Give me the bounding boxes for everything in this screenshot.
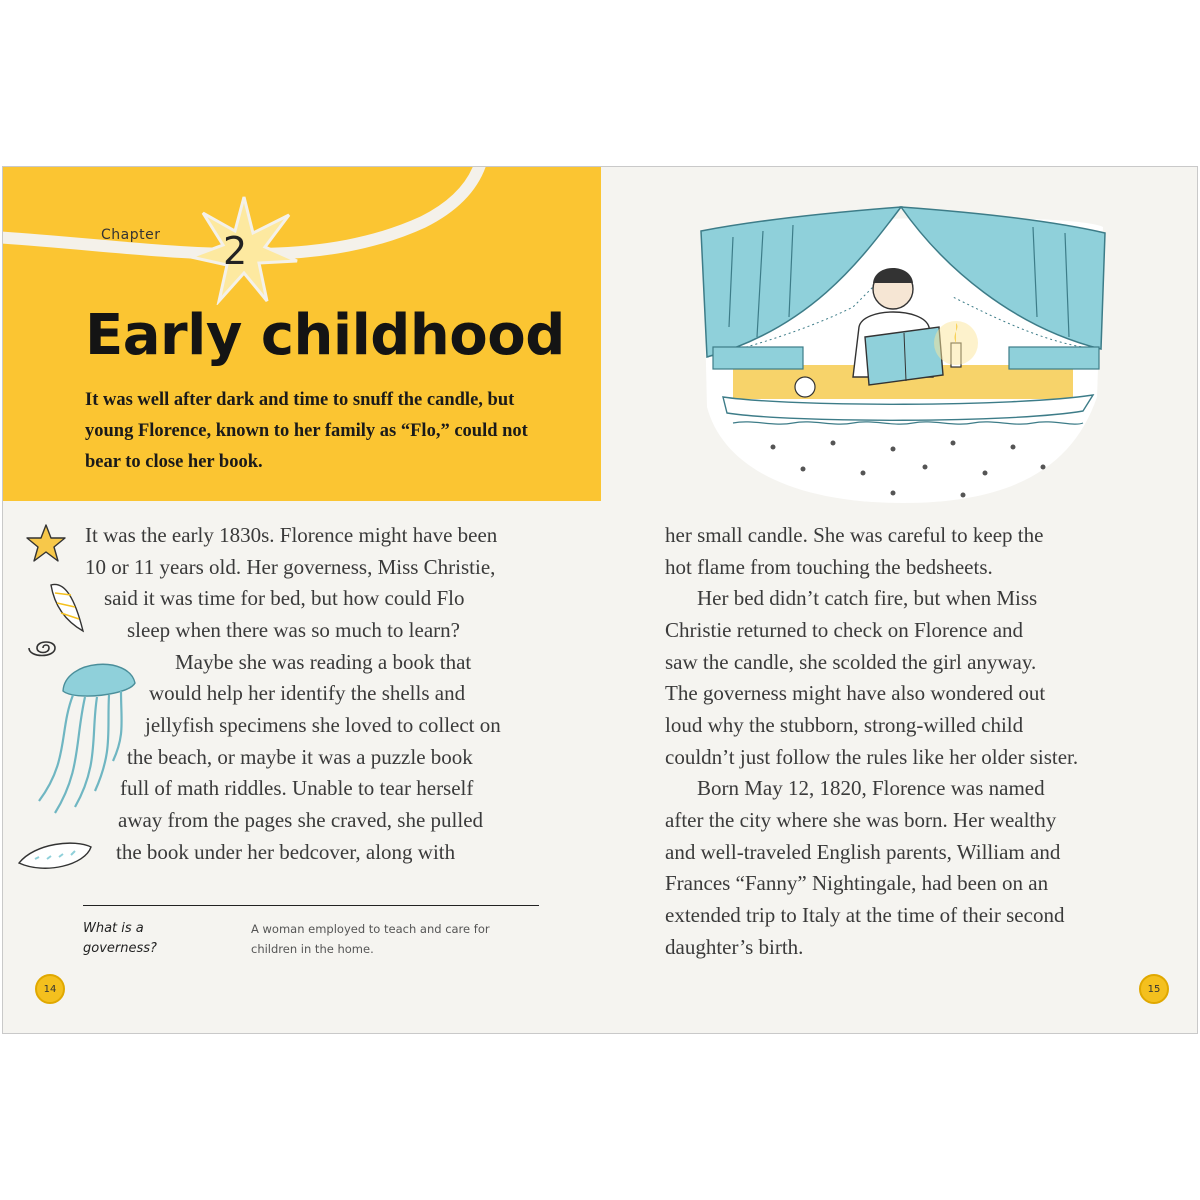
body-line: jellyfish specimens she loved to collect on [145,713,501,737]
page-number-right: 15 [1139,974,1169,1004]
body-line: sleep when there was so much to learn? [127,618,460,642]
chapter-label: Chapter [101,227,161,243]
glossary-divider [83,905,539,906]
starfish-icon [25,523,67,563]
body-line: daughter’s birth. [665,935,804,959]
body-line: away from the pages she craved, she pulled [118,808,484,832]
body-line: after the city where she was born. Her wealthy [665,808,1057,832]
body-line: Her bed didn’t catch fire, but when Miss [697,586,1038,610]
body-line: the book under her bedcover, along with [116,840,456,864]
chapter-number: 2 [223,229,248,273]
body-line: The governess might have also wondered out [665,681,1046,705]
body-line: hot flame from touching the bedsheets. [665,555,993,579]
body-line: Christie returned to check on Florence and [665,618,1024,642]
book-spread [2,166,1198,1034]
clam-shell-icon [15,837,95,877]
body-line: would help her identify the shells and [149,681,466,705]
glossary-term: What is a governess? [83,921,157,956]
cone-shell-icon [45,579,87,635]
body-line: said it was time for bed, but how could Flo [104,586,465,610]
chapter-header-block [3,167,601,501]
page-title: Early childhood [85,303,565,368]
body-line: Frances “Fanny” Nightingale, had been on an [665,871,1049,895]
body-line: 10 or 11 years old. Her governess, Miss Christie, [85,555,496,579]
intro-paragraph: It was well after dark and time to snuff the candle, but young Florence, known to her family as “Flo,” could not bear to close her book. [85,390,528,472]
body-line: the beach, or maybe it was a puzzle book [127,745,473,769]
body-line: Born May 12, 1820, Florence was named [697,776,1045,800]
body-line: her small candle. She was careful to keep the [665,523,1044,547]
girl-reading-in-bed-icon [693,197,1113,507]
body-line: Maybe she was reading a book that [175,650,472,674]
body-line: and well-traveled English parents, William and [665,840,1061,864]
body-line: It was the early 1830s. Florence might have been [85,523,498,547]
body-line: extended trip to Italy at the time of their second [665,903,1065,927]
body-line: couldn’t just follow the rules like her older sister. [665,745,1079,769]
body-line: saw the candle, she scolded the girl anyway. [665,650,1037,674]
body-line: full of math riddles. Unable to tear herself [120,776,474,800]
body-line: loud why the stubborn, strong-willed child [665,713,1024,737]
glossary-definition: A woman employed to teach and care for children in the home. [251,922,490,956]
page-number-left: 14 [35,974,65,1004]
